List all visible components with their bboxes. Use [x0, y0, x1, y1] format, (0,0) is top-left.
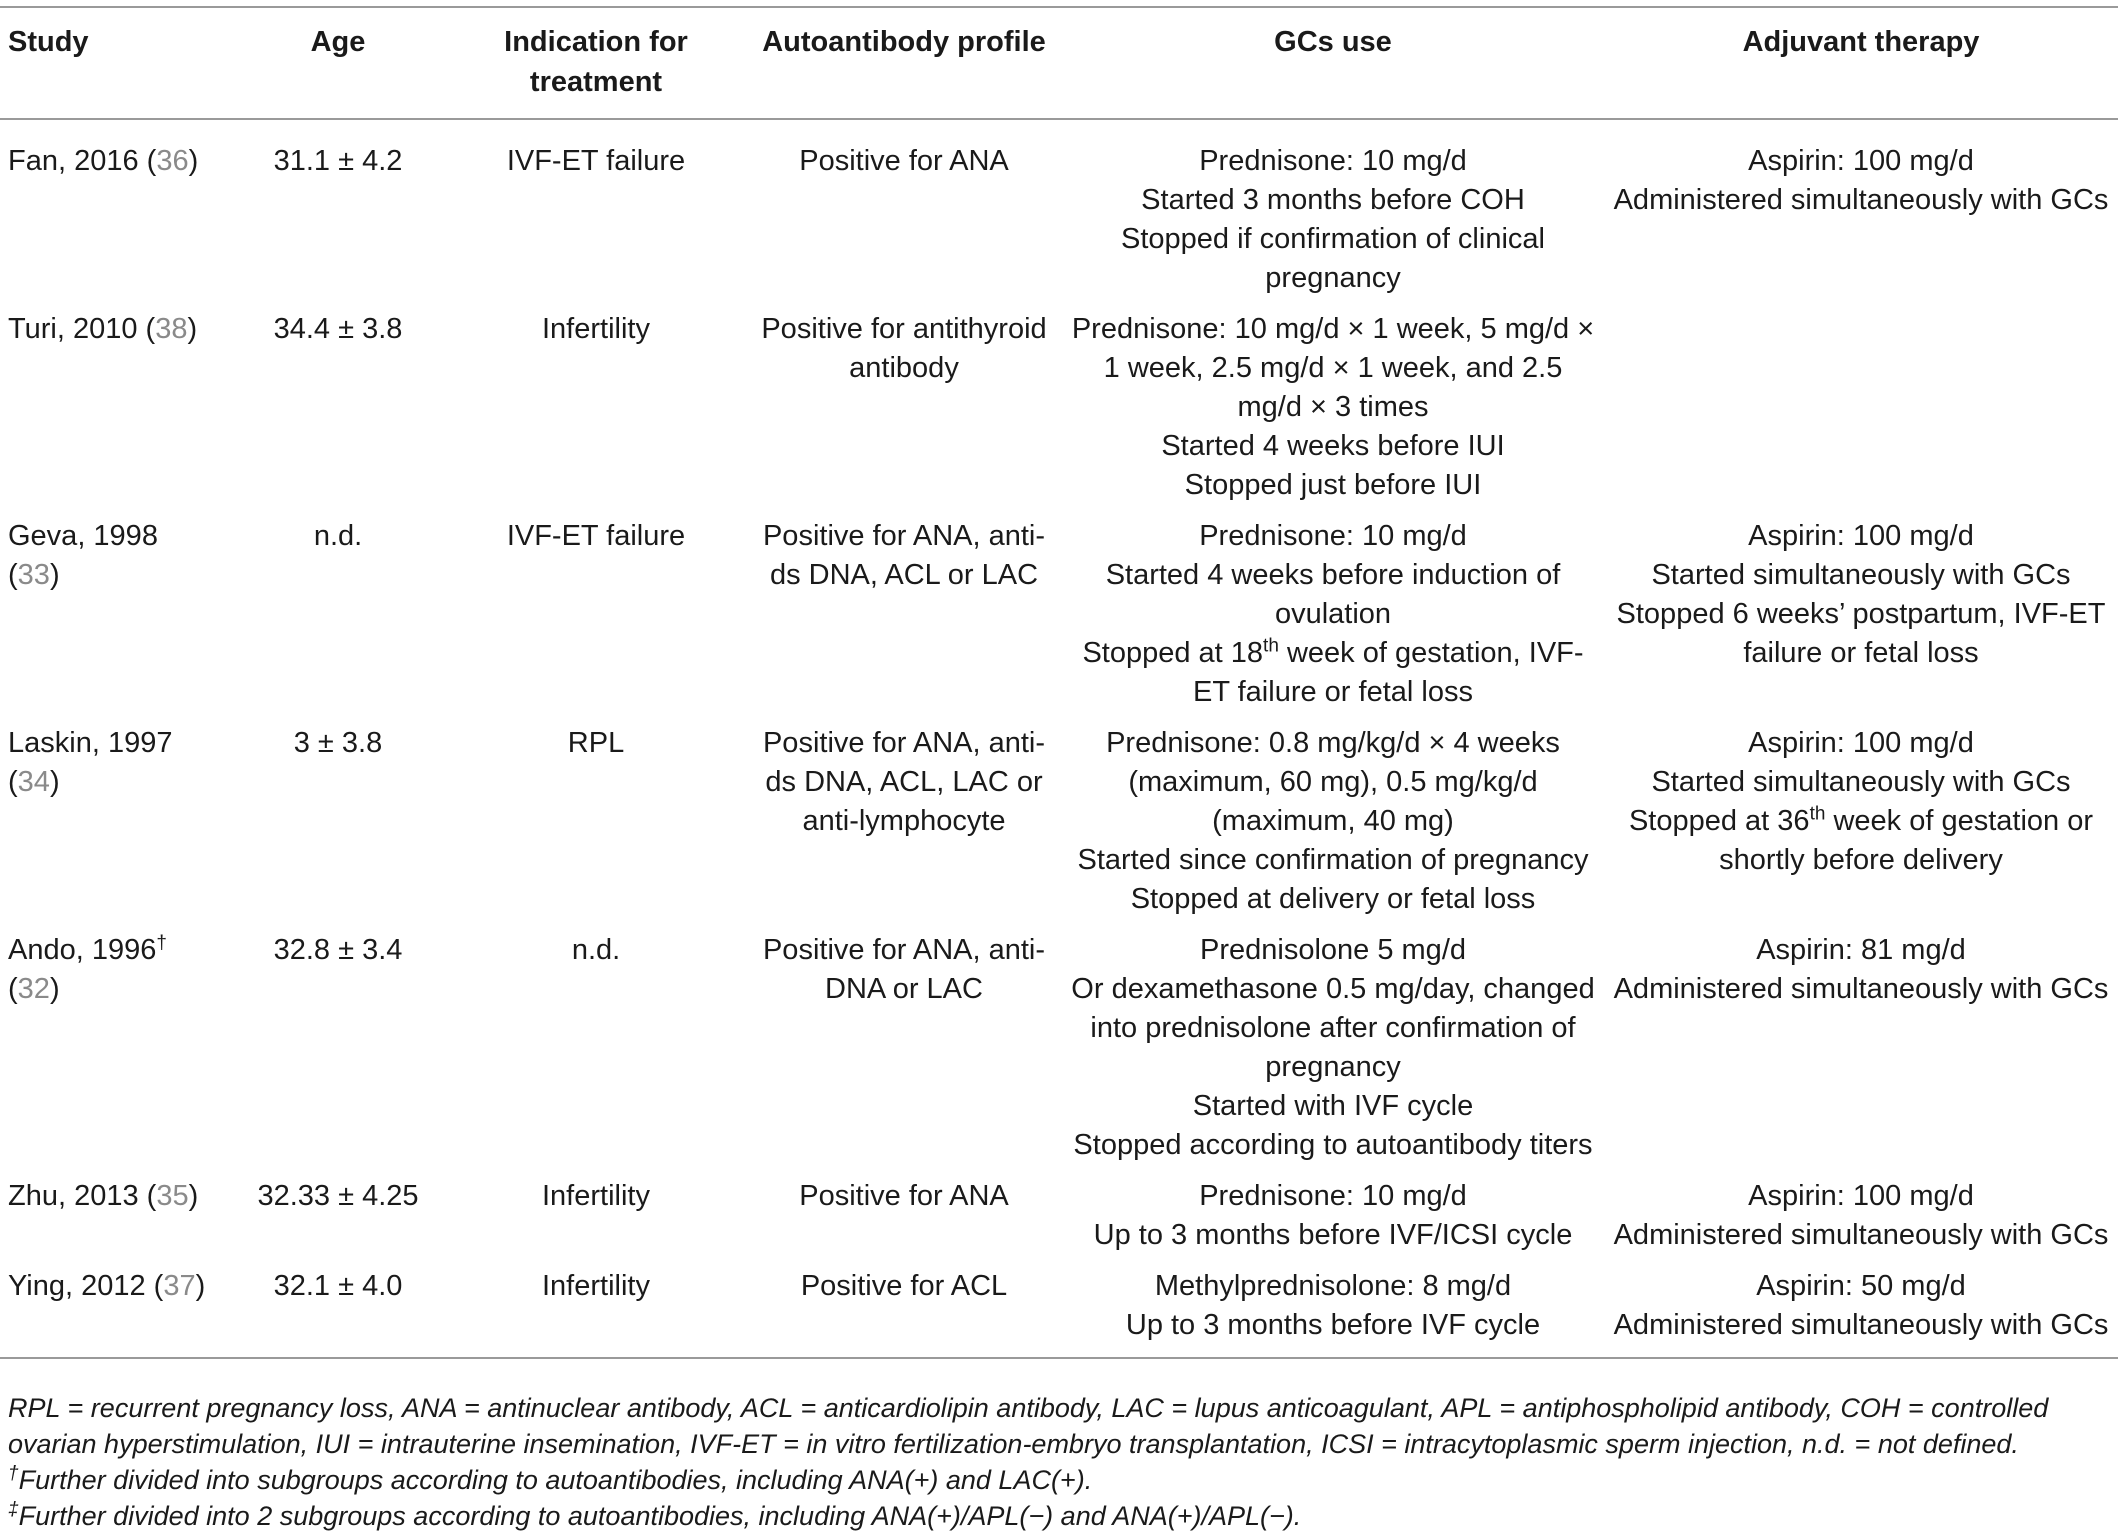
- header-gcs: GCs use: [1274, 26, 1392, 58]
- gcs-line: Stopped if confirmation of clinical pregnancy: [1121, 223, 1545, 294]
- cell-age: 32.1 ± 4.0: [273, 1270, 403, 1302]
- gcs-line: Up to 3 months before IVF/ICSI cycle: [1093, 1219, 1573, 1251]
- header-adjuvant: Adjuvant therapy: [1742, 26, 1980, 58]
- reference-link[interactable]: 36: [156, 145, 189, 177]
- table-row: [0, 304, 2118, 511]
- dagger-mark: †: [156, 932, 167, 954]
- cell-indication: Infertility: [542, 313, 650, 345]
- adjuvant-line: Aspirin: 50 mg/d: [1756, 1270, 1966, 1302]
- cell-gcs: [1062, 119, 1604, 304]
- adjuvant-line: Started simultaneously with GCs: [1651, 559, 2071, 591]
- adjuvant-line: Administered simultaneously with GCs: [1613, 1219, 2109, 1251]
- adjuvant-text: Stopped at 36: [1628, 805, 1810, 837]
- cell-age: 32.33 ± 4.25: [257, 1180, 419, 1212]
- cell-adjuvant: [1604, 511, 2118, 718]
- gcs-line: Prednisone: 10 mg/d: [1199, 520, 1467, 552]
- reference-link[interactable]: 33: [17, 559, 50, 591]
- cell-gcs: [1062, 304, 1604, 511]
- table-row: [0, 511, 2118, 718]
- cell-gcs: [1062, 1171, 1604, 1261]
- abbreviations-footnote: RPL = recurrent pregnancy loss, ANA = antinuclear antibody, ACL = anticardiolipin antibody, LAC = lupus anticoagulant, APL = antiphospholipid antibody, COH = controlled ovarian hyperstimulation, IUI = intrauterine insemination, IVF-ET = in vitro fertilization-embryo transplantation, ICSI = intracytoplasmic sperm injection, n.d. = not defined.: [8, 1393, 2049, 1459]
- gcs-text: Stopped at 18: [1082, 637, 1264, 669]
- cell-adjuvant: [1604, 1261, 2118, 1358]
- cell-indication: n.d.: [571, 934, 621, 966]
- cell-autoantibody: Positive for ANA, anti-ds DNA, ACL or LAC: [762, 520, 1046, 591]
- cell-indication: IVF-ET failure: [506, 145, 686, 177]
- adjuvant-line: Aspirin: 100 mg/d: [1748, 1180, 1974, 1212]
- adjuvant-line: Aspirin: 100 mg/d: [1748, 520, 1974, 552]
- study-name: Turi, 2010: [8, 313, 138, 345]
- header-row: [0, 7, 2118, 119]
- gcs-line: [1068, 634, 1598, 712]
- gcs-line: Prednisone: 10 mg/d × 1 week, 5 mg/d × 1 week, 2.5 mg/d × 1 week, and 2.5 mg/d × 3 times: [1071, 313, 1595, 423]
- ordinal-suffix: th: [1809, 803, 1826, 825]
- gcs-line: Started 4 weeks before induction of ovulation: [1105, 559, 1561, 630]
- double-dagger-footnote-text: Further divided into 2 subgroups according to autoantibodies, including ANA(+)/APL(−) and ANA(+)/APL(−).: [18, 1501, 1302, 1531]
- double-dagger-mark: ‡: [8, 1499, 19, 1520]
- table-row: [0, 718, 2118, 925]
- cell-study: Fan, 2016 (36): [8, 145, 199, 177]
- study-name: Fan, 2016: [8, 145, 139, 177]
- gcs-line: Started since confirmation of pregnancy: [1077, 844, 1589, 876]
- dagger-footnote-text: Further divided into subgroups according to autoantibodies, including ANA(+) and LAC(+).: [18, 1465, 1093, 1495]
- cell-age: 34.4 ± 3.8: [273, 313, 403, 345]
- dagger-footnote: [8, 1462, 2108, 1498]
- gcs-line: Stopped at delivery or fetal loss: [1130, 883, 1536, 915]
- cell-study: Laskin, 1997 (34): [8, 727, 173, 798]
- cell-adjuvant: [1604, 304, 2118, 511]
- adjuvant-line: Aspirin: 81 mg/d: [1756, 934, 1966, 966]
- cell-study: Geva, 1998 (33): [8, 520, 158, 591]
- table-row: [0, 1171, 2118, 1261]
- adjuvant-line: Administered simultaneously with GCs: [1613, 184, 2109, 216]
- gcs-line: Started 4 weeks before IUI: [1161, 430, 1505, 462]
- cell-study: Turi, 2010 (38): [8, 313, 198, 345]
- reference-link[interactable]: 37: [163, 1270, 196, 1302]
- gcs-line: Prednisolone 5 mg/d: [1200, 934, 1466, 966]
- gcs-line: Started with IVF cycle: [1192, 1090, 1474, 1122]
- cell-autoantibody: Positive for ANA, anti-DNA or LAC: [762, 934, 1046, 1005]
- adjuvant-line: Administered simultaneously with GCs: [1613, 1309, 2109, 1341]
- cell-study: Ying, 2012 (37): [8, 1270, 206, 1302]
- gcs-text: week of gestation, IVF-ET failure or fetal loss: [1193, 637, 1584, 708]
- study-name: Geva, 1998: [8, 520, 158, 552]
- gcs-line: Methylprednisolone: 8 mg/d: [1154, 1270, 1512, 1302]
- cell-adjuvant: [1604, 1171, 2118, 1261]
- cell-indication: RPL: [567, 727, 625, 759]
- cell-gcs: [1062, 925, 1604, 1171]
- cell-study: Ando, 1996† (32): [8, 932, 167, 1005]
- gcs-line: Prednisone: 0.8 mg/kg/d × 4 weeks (maximum, 60 mg), 0.5 mg/kg/d (maximum, 40 mg): [1106, 727, 1560, 837]
- cell-age: n.d.: [313, 520, 363, 552]
- adjuvant-line: [1610, 802, 2112, 880]
- cell-adjuvant: [1604, 718, 2118, 925]
- adjuvant-line: Stopped 6 weeks’ postpartum, IVF-ET failure or fetal loss: [1616, 598, 2106, 669]
- ordinal-suffix: th: [1263, 635, 1279, 657]
- cell-gcs: [1062, 511, 1604, 718]
- gcs-line: Or dexamethasone 0.5 mg/day, changed into prednisolone after confirmation of pregnancy: [1071, 973, 1595, 1083]
- double-dagger-footnote: [8, 1498, 2108, 1534]
- cell-autoantibody: Positive for antithyroid antibody: [761, 313, 1047, 384]
- adjuvant-line: Administered simultaneously with GCs: [1613, 973, 2109, 1005]
- cell-study: Zhu, 2013 (35): [8, 1180, 199, 1212]
- cell-autoantibody: Positive for ANA: [799, 1180, 1009, 1212]
- gcs-line: Prednisone: 10 mg/d: [1199, 145, 1467, 177]
- table-row: [0, 119, 2118, 304]
- adjuvant-line: Aspirin: 100 mg/d: [1748, 727, 1974, 759]
- cell-age: 32.8 ± 3.4: [273, 934, 403, 966]
- study-name: Zhu, 2013: [8, 1180, 139, 1212]
- cell-autoantibody: Positive for ACL: [800, 1270, 1008, 1302]
- reference-link[interactable]: 32: [17, 973, 50, 1005]
- cell-indication: IVF-ET failure: [506, 520, 686, 552]
- cell-autoantibody: Positive for ANA, anti-ds DNA, ACL, LAC or anti-lymphocyte: [762, 727, 1046, 837]
- cell-gcs: [1062, 718, 1604, 925]
- reference-link[interactable]: 34: [17, 766, 50, 798]
- gcs-line: Stopped just before IUI: [1184, 469, 1482, 501]
- gcs-line: Prednisone: 10 mg/d: [1199, 1180, 1467, 1212]
- cell-indication: Infertility: [542, 1180, 650, 1212]
- study-name: Laskin, 1997: [8, 727, 173, 759]
- cell-adjuvant: [1604, 119, 2118, 304]
- reference-link[interactable]: 35: [156, 1180, 189, 1212]
- gcs-line: Stopped according to autoantibody titers: [1073, 1129, 1593, 1161]
- header-autoantibody: Autoantibody profile: [762, 26, 1046, 58]
- cell-gcs: [1062, 1261, 1604, 1358]
- gcs-line: Up to 3 months before IVF cycle: [1125, 1309, 1541, 1341]
- gcs-line: Started 3 months before COH: [1141, 184, 1525, 216]
- header-indication: Indication for treatment: [504, 26, 688, 98]
- cell-age: 3 ± 3.8: [293, 727, 383, 759]
- reference-link[interactable]: 38: [155, 313, 188, 345]
- adjuvant-text: week of gestation or shortly before delivery: [1719, 805, 2094, 876]
- table-footnotes: [8, 1390, 2108, 1534]
- adjuvant-line: Started simultaneously with GCs: [1651, 766, 2071, 798]
- header-age: Age: [310, 26, 366, 58]
- adjuvant-line: Aspirin: 100 mg/d: [1748, 145, 1974, 177]
- table-row: [0, 1261, 2118, 1358]
- cell-autoantibody: Positive for ANA: [799, 145, 1009, 177]
- study-name: Ying, 2012: [8, 1270, 146, 1302]
- dagger-mark: †: [8, 1463, 19, 1484]
- cell-adjuvant: [1604, 925, 2118, 1171]
- table-row: [0, 925, 2118, 1171]
- study-table: [0, 6, 2118, 1359]
- cell-indication: Infertility: [542, 1270, 650, 1302]
- study-name: Ando, 1996: [8, 934, 157, 966]
- cell-age: 31.1 ± 4.2: [273, 145, 403, 177]
- header-study: Study: [8, 26, 89, 58]
